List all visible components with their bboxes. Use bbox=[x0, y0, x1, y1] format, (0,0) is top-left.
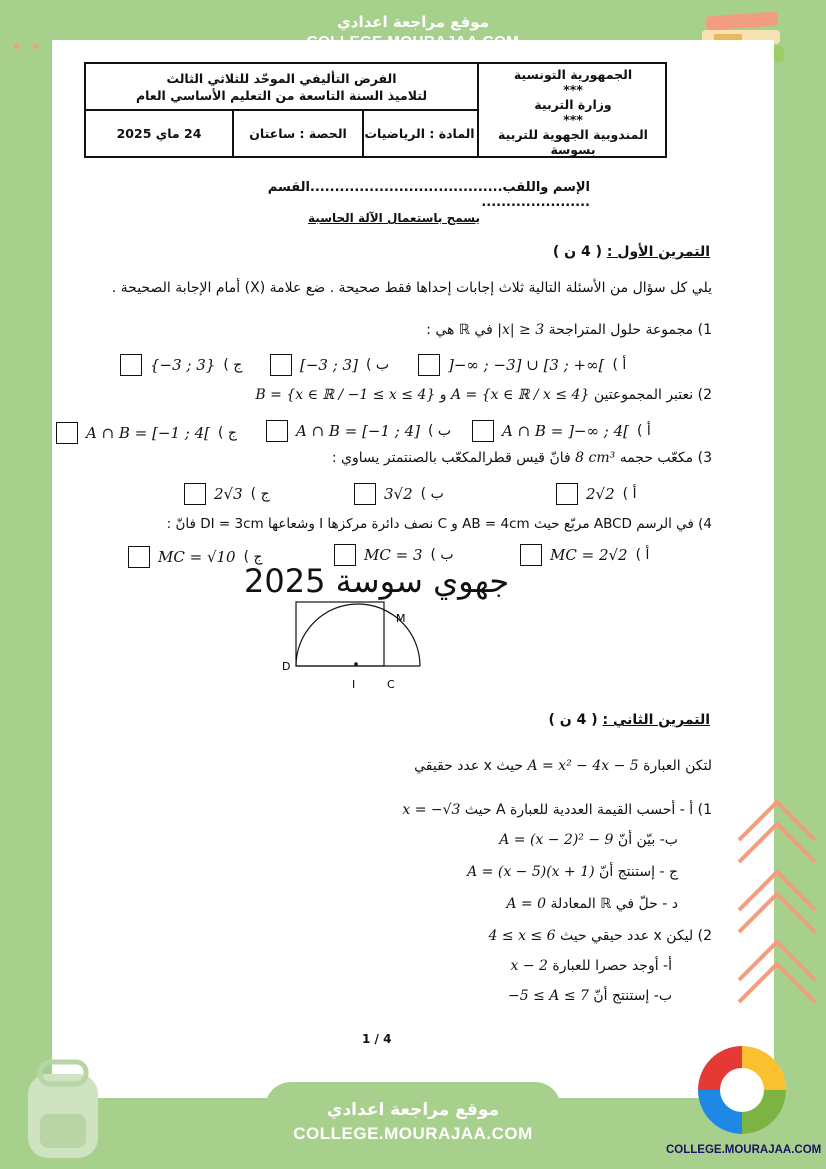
exam-title-line-2: لتلاميذ السنة التاسعة من التعليم الأساسي العام bbox=[135, 88, 428, 103]
exercise2-q2 bbox=[300, 928, 712, 944]
intro-text: لتكن العبارة bbox=[643, 758, 712, 774]
q-text: 2) ليكن x عدد حيقي حيث bbox=[559, 928, 712, 944]
exam-date: 24 ماي 2025 bbox=[116, 126, 202, 141]
q2-option-c bbox=[56, 422, 237, 444]
option-label: أ ) bbox=[636, 423, 651, 439]
exercise2-q1c bbox=[300, 864, 678, 880]
label-d: D bbox=[282, 660, 291, 673]
answer-checkbox[interactable] bbox=[270, 354, 292, 376]
commissariat-label: المندوبية الجهوية للتربية بسوسة bbox=[498, 127, 648, 157]
q3-math: 8 cm³ bbox=[575, 450, 616, 466]
q-text: ج - إستنتج أنّ bbox=[599, 864, 678, 880]
exercise2-q1b bbox=[300, 832, 678, 848]
site-name: موقع مراجعة اعدادي bbox=[337, 13, 489, 31]
option-value: 2√3 bbox=[214, 485, 243, 503]
answer-checkbox[interactable] bbox=[472, 420, 494, 442]
answer-checkbox[interactable] bbox=[120, 354, 142, 376]
q1-text: 1) مجموعة حلول المتراجحة bbox=[548, 322, 712, 338]
q2-set-b: B = {x ∈ ℝ / −1 ≤ x ≤ 4} bbox=[255, 387, 436, 403]
page-number: 1 / 4 bbox=[362, 1032, 392, 1046]
answer-checkbox[interactable] bbox=[56, 422, 78, 444]
exercise1-title: التمرين الأول : bbox=[606, 244, 710, 260]
backpack-icon bbox=[14, 1054, 114, 1164]
option-label: ج ) bbox=[243, 549, 263, 565]
exam-title-line-1: الفرض التأليفي الموحّد للثلاثي الثالث bbox=[166, 71, 397, 86]
exercise2-title: التمرين الثاني : bbox=[602, 712, 710, 728]
answer-checkbox[interactable] bbox=[418, 354, 440, 376]
q1-option-c bbox=[120, 354, 242, 376]
intro-tail: حيث x عدد حقيقي bbox=[414, 758, 524, 774]
student-name-line: الإسم واللقب.......................................القسم ...................... bbox=[267, 180, 590, 210]
q-math: A = 0 bbox=[506, 896, 546, 912]
q-math: x − 2 bbox=[510, 958, 548, 974]
option-value: 3√2 bbox=[384, 485, 413, 503]
answer-checkbox[interactable] bbox=[266, 420, 288, 442]
exam-title bbox=[86, 64, 477, 111]
q1-statement bbox=[300, 322, 712, 338]
q-text: ب- بيّن أنّ bbox=[617, 832, 678, 848]
site-logo-icon bbox=[694, 1022, 790, 1136]
option-value: MC = √10 bbox=[158, 548, 236, 566]
ministry-label: وزارة التربية bbox=[534, 97, 612, 112]
site-logo-text: COLLEGE.MOURAJAA.COM bbox=[666, 1144, 822, 1156]
option-label: ج ) bbox=[218, 425, 237, 441]
label-m: M bbox=[396, 612, 406, 625]
exercise1-heading bbox=[540, 244, 710, 260]
q-math: A = (x − 2)² − 9 bbox=[499, 832, 614, 848]
answer-checkbox[interactable] bbox=[128, 546, 150, 568]
handwritten-annotation: جهوي سوسة 2025 bbox=[244, 562, 510, 600]
option-value: A ∩ B = ]−∞ ; 4[ bbox=[502, 422, 629, 440]
q1-option-b bbox=[270, 354, 389, 376]
exercise2-q1d bbox=[300, 896, 678, 912]
q3-option-b bbox=[354, 483, 444, 505]
option-label: ب ) bbox=[365, 357, 390, 373]
exam-header-table bbox=[84, 62, 667, 158]
exam-subject: المادة : الرياضيات bbox=[362, 111, 475, 156]
exam-duration: الحصة : ساعتان bbox=[232, 111, 362, 156]
q2-option-b bbox=[266, 420, 451, 442]
q-math: A = (x − 5)(x + 1) bbox=[467, 864, 595, 880]
q1-option-a bbox=[418, 354, 626, 376]
center-point bbox=[354, 662, 358, 666]
exercise2-q2a bbox=[300, 958, 672, 974]
intro-expression: A = x² − 4x − 5 bbox=[527, 758, 639, 774]
q-text: د - حلّ في ℝ المعادلة bbox=[550, 896, 678, 912]
option-label: ج ) bbox=[250, 486, 270, 502]
q4-option-c bbox=[128, 546, 263, 568]
option-value: {−3 ; 3} bbox=[150, 356, 216, 374]
option-value: A ∩ B = [−1 ; 4[ bbox=[86, 424, 211, 442]
q-math: 4 ≤ x ≤ 6 bbox=[488, 928, 556, 944]
q2-statement bbox=[160, 387, 712, 403]
option-value: MC = 2√2 bbox=[550, 546, 628, 564]
stars-separator: *** bbox=[563, 112, 583, 127]
q4-statement: 4) في الرسم ABCD مربّع حيث AB = 4cm و C نصف دائرة مركزها I وشعاعها DI = 3cm فانّ : bbox=[166, 516, 712, 532]
q3-statement bbox=[280, 450, 712, 466]
q4-option-a bbox=[520, 544, 649, 566]
exercise1-points: ( 4 ن ) bbox=[552, 244, 602, 260]
q3-tail: فانّ قيس قطرالمكعّب بالصنتمتر يساوي : bbox=[331, 450, 571, 466]
label-i: I bbox=[352, 678, 356, 691]
site-url[interactable]: COLLEGE.MOURAJAA.COM bbox=[293, 1124, 533, 1143]
answer-checkbox[interactable] bbox=[184, 483, 206, 505]
option-label: أ ) bbox=[635, 547, 650, 563]
answer-checkbox[interactable] bbox=[354, 483, 376, 505]
q3-option-c bbox=[184, 483, 270, 505]
option-label: ب ) bbox=[420, 486, 444, 502]
option-value: A ∩ B = [−1 ; 4] bbox=[296, 422, 421, 440]
exercise2-points: ( 4 ن ) bbox=[548, 712, 598, 728]
option-label: ب ) bbox=[430, 547, 454, 563]
exercise1-instructions: يلي كل سؤال من الأسئلة التالية ثلاث إجابات إحداها فقط صحيحة . ضع علامة (X) أمام الإجابة الصحيحة . bbox=[111, 280, 712, 296]
exercise2-q1a bbox=[300, 802, 712, 818]
issuing-authority bbox=[479, 64, 667, 157]
exercise2-intro bbox=[300, 758, 712, 774]
option-value: 2√2 bbox=[586, 485, 615, 503]
republic-label: الجمهورية التونسية bbox=[513, 67, 633, 82]
q-math: x = −√3 bbox=[402, 802, 461, 818]
q2-text: 2) نعتبر المجموعتين bbox=[593, 387, 712, 403]
q1-tail: في ℝ هي : bbox=[426, 322, 493, 338]
q2-option-a bbox=[472, 420, 651, 442]
site-banner-bottom bbox=[265, 1082, 561, 1169]
q3-option-a bbox=[556, 483, 636, 505]
calculator-note: يسمح باستعمال الآلة الحاسبة bbox=[308, 211, 480, 225]
q2-and: و bbox=[439, 387, 447, 403]
q-text: أ- أوجد حصرا للعبارة bbox=[552, 958, 672, 974]
q-text: ب- إستنتج أنّ bbox=[593, 988, 672, 1004]
stars-separator: *** bbox=[563, 82, 583, 97]
option-value: [−3 ; 3] bbox=[300, 356, 358, 374]
exercise2-heading bbox=[540, 712, 710, 728]
answer-checkbox[interactable] bbox=[556, 483, 578, 505]
q-text: 1) أ - أحسب القيمة العددية للعبارة A حيث bbox=[464, 802, 712, 818]
option-label: ج ) bbox=[223, 357, 243, 373]
q3-text: 3) مكعّب حجمه bbox=[619, 450, 712, 466]
q-math: −5 ≤ A ≤ 7 bbox=[507, 988, 589, 1004]
option-value: MC = 3 bbox=[364, 546, 423, 564]
label-c: C bbox=[387, 678, 395, 691]
exercise2-q2b bbox=[300, 988, 672, 1004]
site-name: موقع مراجعة اعدادي bbox=[326, 1100, 500, 1120]
option-label: ب ) bbox=[428, 423, 452, 439]
option-value: ]−∞ ; −3] ∪ [3 ; +∞[ bbox=[448, 356, 605, 374]
q1-math: |x| ≥ 3 bbox=[497, 322, 545, 338]
option-label: أ ) bbox=[612, 357, 627, 373]
option-label: أ ) bbox=[622, 486, 637, 502]
q2-set-a: A = {x ∈ ℝ / x ≤ 4} bbox=[450, 387, 590, 403]
